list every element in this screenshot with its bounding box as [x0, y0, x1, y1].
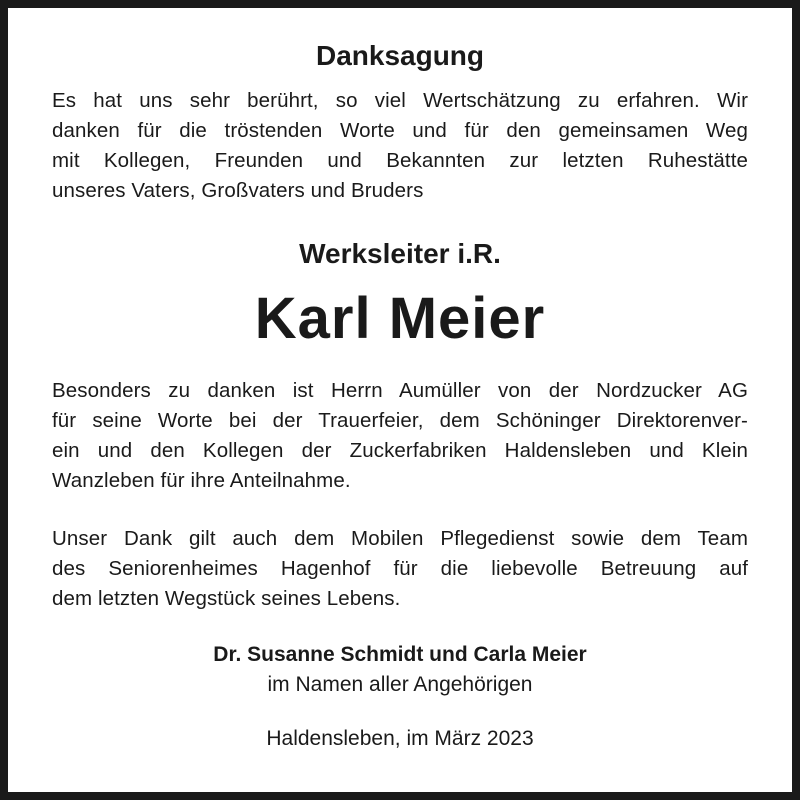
- thanks-line: für seine Worte bei der Trauerfeier, dem Schöninger Direktorenver-: [52, 409, 748, 432]
- thanks-paragraph: [52, 376, 748, 496]
- care-line: dem letzten Wegstück seines Lebens.: [52, 587, 401, 610]
- thanks-line: Wanzleben für ihre Anteilnahme.: [52, 469, 351, 492]
- intro-line: danken für die tröstenden Worte und für den gemeinsamen Weg: [52, 119, 748, 142]
- thanks-line: ein und den Kollegen der Zuckerfabriken Haldensleben und Klein: [52, 439, 748, 462]
- paragraph-gap: [52, 496, 748, 524]
- care-line: des Seniorenheimes Hagenhof für die liebevolle Betreuung auf: [52, 557, 748, 580]
- deceased-title: Werksleiter i.R.: [299, 238, 501, 269]
- intro-line: mit Kollegen, Freunden und Bekannten zur letzten Ruhestätte: [52, 149, 748, 172]
- signatories: Dr. Susanne Schmidt und Carla Meier: [213, 643, 587, 666]
- notice-content: [52, 36, 748, 754]
- notice-heading: Danksagung: [315, 40, 485, 71]
- intro-line: unseres Vaters, Großvaters und Bruders: [52, 179, 424, 202]
- care-line: Unser Dank gilt auch dem Mobilen Pflegedienst sowie dem Team: [52, 527, 748, 550]
- deceased-name: Karl Meier: [254, 286, 546, 351]
- on-behalf-line: im Namen aller Angehörigen: [267, 673, 533, 696]
- intro-line: Es hat uns sehr berührt, so viel Wertschätzung zu erfahren. Wir: [52, 89, 748, 112]
- place-date: Haldensleben, im März 2023: [266, 727, 534, 750]
- intro-paragraph: [52, 86, 748, 206]
- care-paragraph: [52, 524, 748, 614]
- thanks-line: Besonders zu danken ist Herrn Aumüller von der Nordzucker AG: [52, 379, 748, 402]
